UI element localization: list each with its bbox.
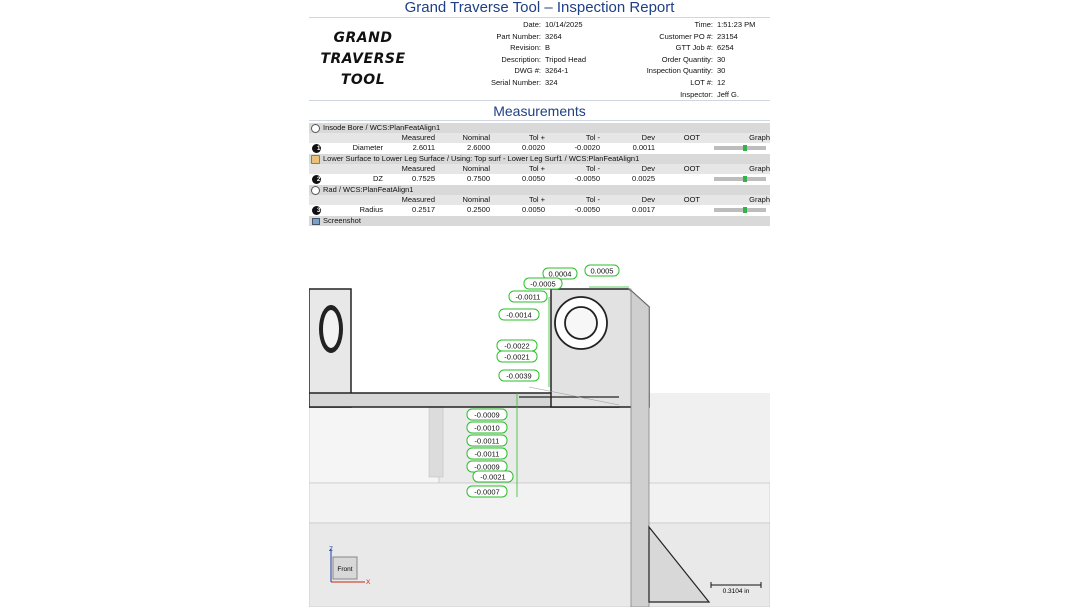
field-value: 1:51:23 PM bbox=[717, 20, 756, 29]
header-field bbox=[605, 31, 755, 43]
field-label: Date: bbox=[523, 20, 541, 29]
column-header-row bbox=[309, 133, 770, 143]
deviation-label: 0.0005 bbox=[590, 266, 614, 276]
col-tol-minus: Tol - bbox=[585, 133, 600, 142]
measured-value: 0.7525 bbox=[412, 174, 435, 183]
measurements-divider bbox=[309, 120, 770, 121]
tol-minus-value: -0.0050 bbox=[574, 205, 600, 214]
measurement-row bbox=[309, 143, 770, 153]
column-header-row bbox=[309, 164, 770, 174]
tol-minus-value: -0.0050 bbox=[574, 174, 600, 183]
deviation-graph bbox=[700, 143, 770, 153]
measured-value: 0.2517 bbox=[412, 205, 435, 214]
graph-bar bbox=[714, 146, 766, 150]
field-value: 30 bbox=[717, 54, 726, 64]
inspection-report bbox=[309, 0, 770, 607]
header-left-block bbox=[425, 19, 586, 89]
col-tol-minus: Tol - bbox=[585, 195, 600, 204]
header-field bbox=[605, 77, 755, 89]
deviation-label: 0.0004 bbox=[548, 269, 572, 279]
header-field bbox=[425, 65, 586, 77]
deviation-label: -0.0007 bbox=[474, 487, 500, 497]
feature-number-badge bbox=[309, 143, 323, 153]
feature-block bbox=[309, 154, 770, 184]
tol-plus-value: 0.0020 bbox=[522, 143, 545, 152]
deviation-label: -0.0039 bbox=[506, 371, 532, 381]
col-measured: Measured bbox=[401, 133, 435, 142]
screenshot-label: Screenshot bbox=[323, 216, 361, 225]
nominal-value: 2.6000 bbox=[467, 143, 490, 152]
field-value: 10/14/2025 bbox=[545, 20, 583, 29]
deviation-graph bbox=[700, 205, 770, 215]
logo-line-3: TOOL bbox=[340, 72, 386, 88]
field-label: GTT Job #: bbox=[675, 43, 713, 53]
column-header-row bbox=[309, 195, 770, 205]
field-value: 12 bbox=[717, 77, 726, 87]
field-value: B bbox=[545, 43, 551, 53]
col-tol-minus: Tol - bbox=[585, 164, 600, 173]
header-field bbox=[425, 42, 586, 54]
field-value: 30 bbox=[717, 66, 726, 76]
field-value: Jeff G. bbox=[717, 89, 739, 99]
field-value: 3264-1 bbox=[545, 66, 569, 76]
company-logo bbox=[317, 28, 409, 91]
deviation-label: -0.0021 bbox=[504, 352, 530, 362]
col-nominal: Nominal bbox=[462, 133, 490, 142]
oot-value bbox=[655, 143, 700, 153]
col-graph: Graph bbox=[749, 164, 770, 173]
scale-label: 0.3104 in bbox=[722, 588, 750, 595]
field-label: Inspection Quantity: bbox=[646, 66, 713, 76]
inside-bore bbox=[565, 307, 597, 339]
tol-minus-value: -0.0020 bbox=[574, 143, 600, 152]
graph-bar bbox=[714, 208, 766, 212]
deviation-label: -0.0011 bbox=[474, 449, 500, 459]
deviation-label: -0.0010 bbox=[474, 423, 500, 433]
feature-circle-icon bbox=[311, 186, 320, 195]
header-right-block bbox=[605, 19, 755, 100]
header-field bbox=[425, 54, 586, 66]
field-value: Tripod Head bbox=[545, 54, 586, 64]
feature-title[interactable] bbox=[309, 185, 770, 195]
header-field bbox=[605, 54, 755, 66]
report-title: Grand Traverse Tool – Inspection Report bbox=[404, 0, 675, 16]
field-value: 23154 bbox=[717, 31, 738, 41]
nominal-value: 0.2500 bbox=[467, 205, 490, 214]
graph-marker bbox=[743, 145, 747, 151]
cad-drawing bbox=[309, 227, 770, 607]
col-oot: OOT bbox=[683, 133, 700, 142]
nominal-value: 0.7500 bbox=[467, 174, 490, 183]
axis-z-label: Z bbox=[329, 546, 333, 553]
feature-block bbox=[309, 123, 770, 153]
field-value: 3264 bbox=[545, 31, 562, 41]
col-nominal: Nominal bbox=[462, 164, 490, 173]
graph-marker bbox=[743, 207, 747, 213]
header-field bbox=[605, 19, 755, 31]
header-field bbox=[605, 65, 755, 77]
field-label: Part Number: bbox=[496, 31, 541, 41]
field-label: Description: bbox=[501, 54, 541, 64]
field-label: Customer PO #: bbox=[659, 31, 713, 41]
dimension-name: Radius bbox=[359, 205, 383, 214]
col-tol-plus: Tol + bbox=[528, 195, 545, 204]
header-divider bbox=[309, 100, 770, 101]
deviation-label: -0.0011 bbox=[474, 436, 500, 446]
dev-value: 0.0025 bbox=[632, 174, 655, 183]
feature-title-text: Rad / WCS:PlanFeatAlign1 bbox=[323, 185, 414, 194]
measurement-row bbox=[309, 205, 770, 215]
deviation-label: -0.0009 bbox=[474, 462, 500, 472]
dimension-name: DZ bbox=[373, 174, 383, 183]
feature-block bbox=[309, 185, 770, 215]
col-tol-plus: Tol + bbox=[528, 164, 545, 173]
deviation-graph bbox=[700, 174, 770, 184]
tol-plus-value: 0.0050 bbox=[522, 205, 545, 214]
screenshot-icon bbox=[312, 218, 320, 225]
feature-title[interactable] bbox=[309, 154, 770, 164]
deviation-label: -0.0005 bbox=[530, 279, 556, 289]
graph-bar bbox=[714, 177, 766, 181]
col-dev: Dev bbox=[641, 195, 655, 204]
col-oot: OOT bbox=[683, 195, 700, 204]
field-value: 6254 bbox=[717, 43, 734, 53]
feature-number-badge bbox=[309, 205, 323, 215]
feature-title-text: Insode Bore / WCS:PlanFeatAlign1 bbox=[323, 123, 441, 132]
graph-marker bbox=[743, 176, 747, 182]
col-graph: Graph bbox=[749, 133, 770, 142]
header-field bbox=[425, 19, 586, 31]
header-field bbox=[425, 77, 586, 89]
measurements-heading: Measurements bbox=[493, 103, 586, 119]
field-label: Order Quantity: bbox=[661, 54, 713, 64]
deviation-label: -0.0022 bbox=[504, 341, 530, 351]
col-measured: Measured bbox=[401, 195, 435, 204]
field-label: DWG #: bbox=[514, 66, 541, 76]
view-label: Front bbox=[337, 566, 353, 573]
col-graph: Graph bbox=[749, 195, 770, 204]
feature-title-text: Lower Surface to Lower Leg Surface / Using: Top surf - Lower Leg Surf1 / WCS:PlanFeatAlign1 bbox=[323, 154, 640, 163]
col-dev: Dev bbox=[641, 164, 655, 173]
dimension-name: Diameter bbox=[352, 143, 383, 152]
header-field bbox=[605, 89, 755, 101]
col-measured: Measured bbox=[401, 164, 435, 173]
title-divider bbox=[309, 17, 770, 18]
oot-value bbox=[655, 205, 700, 215]
logo-line-2: TRAVERSE bbox=[320, 51, 406, 67]
deviation-label: -0.0011 bbox=[515, 292, 541, 302]
col-oot: OOT bbox=[683, 164, 700, 173]
deviation-label: -0.0014 bbox=[506, 310, 532, 320]
feature-distance-icon bbox=[311, 155, 320, 164]
axis-x-label: X bbox=[366, 579, 371, 586]
field-label: Time: bbox=[694, 20, 713, 29]
feature-number: 3 bbox=[312, 206, 321, 215]
field-label: LOT #: bbox=[690, 77, 713, 87]
dev-value: 0.0011 bbox=[632, 143, 655, 152]
deviation-label: -0.0009 bbox=[474, 410, 500, 420]
header-field bbox=[425, 31, 586, 43]
measured-value: 2.6011 bbox=[412, 143, 435, 152]
feature-number-badge bbox=[309, 174, 323, 184]
feature-number: 2 bbox=[312, 175, 321, 184]
field-label: Serial Number: bbox=[490, 77, 541, 87]
feature-number: 1 bbox=[312, 144, 321, 153]
feature-title[interactable] bbox=[309, 123, 770, 133]
measurement-row bbox=[309, 174, 770, 184]
col-dev: Dev bbox=[641, 133, 655, 142]
dev-value: 0.0017 bbox=[632, 205, 655, 214]
field-label: Inspector: bbox=[680, 89, 713, 99]
feature-circle-icon bbox=[311, 124, 320, 133]
tol-plus-value: 0.0050 bbox=[522, 174, 545, 183]
field-label: Revision: bbox=[510, 43, 541, 53]
deviation-label: -0.0021 bbox=[480, 472, 506, 482]
screenshot-section-title[interactable] bbox=[309, 216, 770, 226]
logo-line-1: GRAND bbox=[333, 30, 393, 46]
col-tol-plus: Tol + bbox=[528, 133, 545, 142]
col-nominal: Nominal bbox=[462, 195, 490, 204]
header-field bbox=[605, 42, 755, 54]
field-value: 324 bbox=[545, 77, 558, 87]
oot-value bbox=[655, 174, 700, 184]
cad-view[interactable] bbox=[309, 227, 770, 607]
